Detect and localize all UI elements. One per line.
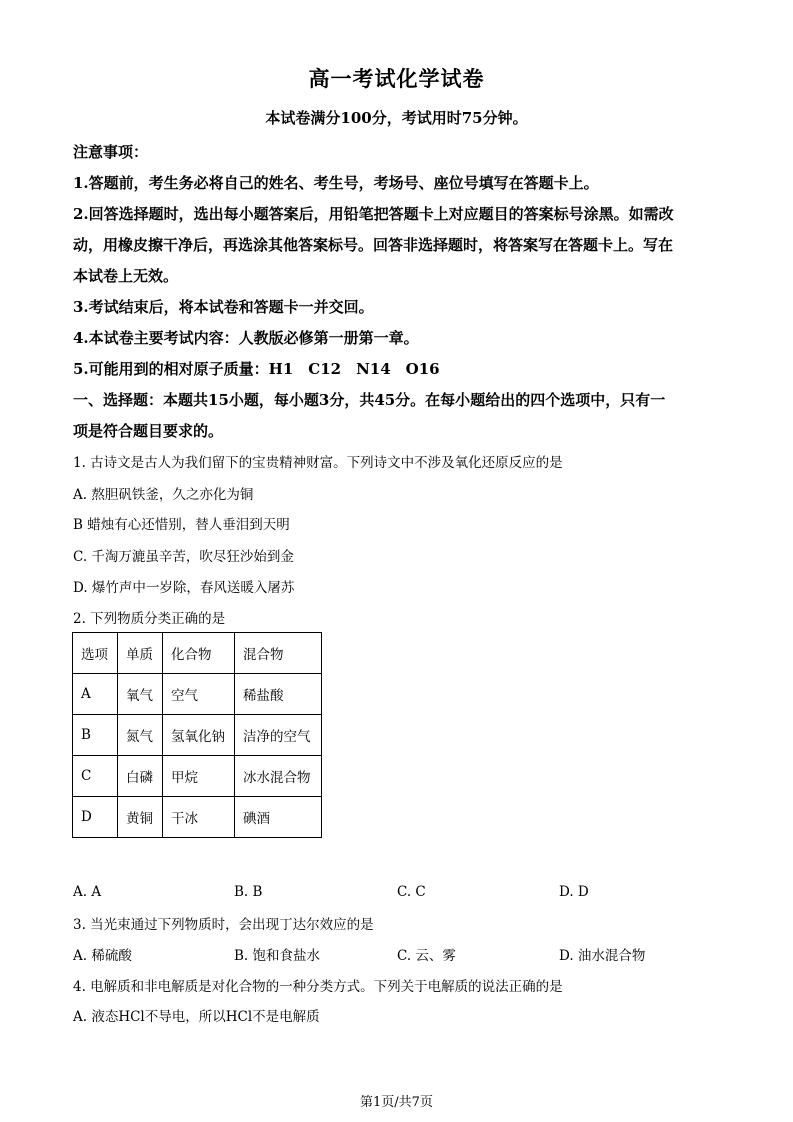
question-1-option-a: A. 熬胆矾铁釜，久之亦化为铜: [73, 487, 254, 503]
notice-item: 2.回答选择题时，选出每小题答案后，用铅笔把答题卡上对应题目的答案标号涂黑。如需改: [73, 205, 674, 223]
table-cell: 碘酒: [235, 797, 322, 838]
exam-subtitle: 本试卷满分100分，考试用时75分钟。: [265, 109, 528, 127]
notice-item: 1.答题前，考生务必将自己的姓名、考生号，考场号、座位号填写在答题卡上。: [73, 174, 599, 192]
table-header-cell: 化合物: [163, 633, 235, 674]
question-3-option-a: A. 稀硫酸: [73, 948, 132, 964]
question-2-option-c: C. C: [397, 884, 426, 900]
notice-item: 5.可能用到的相对原子质量：H1 C12 N14 O16: [73, 360, 440, 378]
table-cell: 空气: [163, 674, 235, 715]
question-1-stem: 1. 古诗文是古人为我们留下的宝贵精神财富。下列诗文中不涉及氧化还原反应的是: [73, 455, 563, 471]
question-3-option-b: B. 饱和食盐水: [234, 948, 321, 964]
table-cell: 氢氧化钠: [163, 715, 235, 756]
question-1-option-c: C. 千淘万漉虽辛苦，吹尽狂沙始到金: [73, 549, 294, 565]
question-3-option-d: D. 油水混合物: [559, 948, 646, 964]
question-2-option-b: B. B: [234, 884, 263, 900]
notice-heading: 注意事项：: [73, 143, 149, 161]
table-row: [73, 674, 322, 715]
table-cell: D: [73, 797, 118, 838]
table-cell: 氧气: [118, 674, 163, 715]
table-cell: 干冰: [163, 797, 235, 838]
table-cell: B: [73, 715, 118, 756]
table-cell: A: [73, 674, 118, 715]
notice-item: 本试卷上无效。: [73, 267, 179, 285]
question-2-option-d: D. D: [559, 884, 589, 900]
table-cell: 氮气: [118, 715, 163, 756]
section-heading-cont: 项是符合题目要求的。: [73, 422, 224, 440]
classification-table: [72, 632, 322, 838]
table-cell: C: [73, 756, 118, 797]
question-4-stem: 4. 电解质和非电解质是对化合物的一种分类方式。下列关于电解质的说法正确的是: [73, 979, 563, 995]
page-footer: 第1页/共7页: [360, 1095, 433, 1110]
question-1-option-d: D. 爆竹声中一岁除，春风送暖入屠苏: [73, 580, 295, 596]
question-1-option-b: B 蜡烛有心还惜别，替人垂泪到天明: [73, 517, 290, 533]
question-3-option-c: C. 云、雾: [397, 948, 456, 964]
notice-item: 3.考试结束后，将本试卷和答题卡一并交回。: [73, 298, 374, 316]
question-3-stem: 3. 当光束通过下列物质时，会出现丁达尔效应的是: [73, 917, 374, 933]
table-header-cell: 混合物: [235, 633, 322, 674]
table-cell: 洁净的空气: [235, 715, 322, 756]
table-header-cell: 选项: [73, 633, 118, 674]
table-row: [73, 756, 322, 797]
table-cell: 白磷: [118, 756, 163, 797]
notice-item: 动，用橡皮擦干净后，再选涂其他答案标号。回答非选择题时，将答案写在答题卡上。写在: [73, 236, 674, 254]
table-cell: 甲烷: [163, 756, 235, 797]
question-2-option-a: A. A: [73, 884, 102, 900]
question-4-option-a: A. 液态HCl不导电，所以HCl不是电解质: [73, 1009, 320, 1025]
table-cell: 黄铜: [118, 797, 163, 838]
table-header-row: [73, 633, 322, 674]
table-header-cell: 单质: [118, 633, 163, 674]
table-cell: 稀盐酸: [235, 674, 322, 715]
question-2-stem: 2. 下列物质分类正确的是: [73, 611, 226, 627]
table-row: [73, 797, 322, 838]
notice-item: 4.本试卷主要考试内容：人教版必修第一册第一章。: [73, 329, 419, 347]
page-title: 高一考试化学试卷: [308, 66, 485, 91]
table-cell: 冰水混合物: [235, 756, 322, 797]
section-heading: 一、选择题：本题共15小题，每小题3分，共45分。在每小题给出的四个选项中，只有一: [73, 391, 666, 409]
table-row: [73, 715, 322, 756]
